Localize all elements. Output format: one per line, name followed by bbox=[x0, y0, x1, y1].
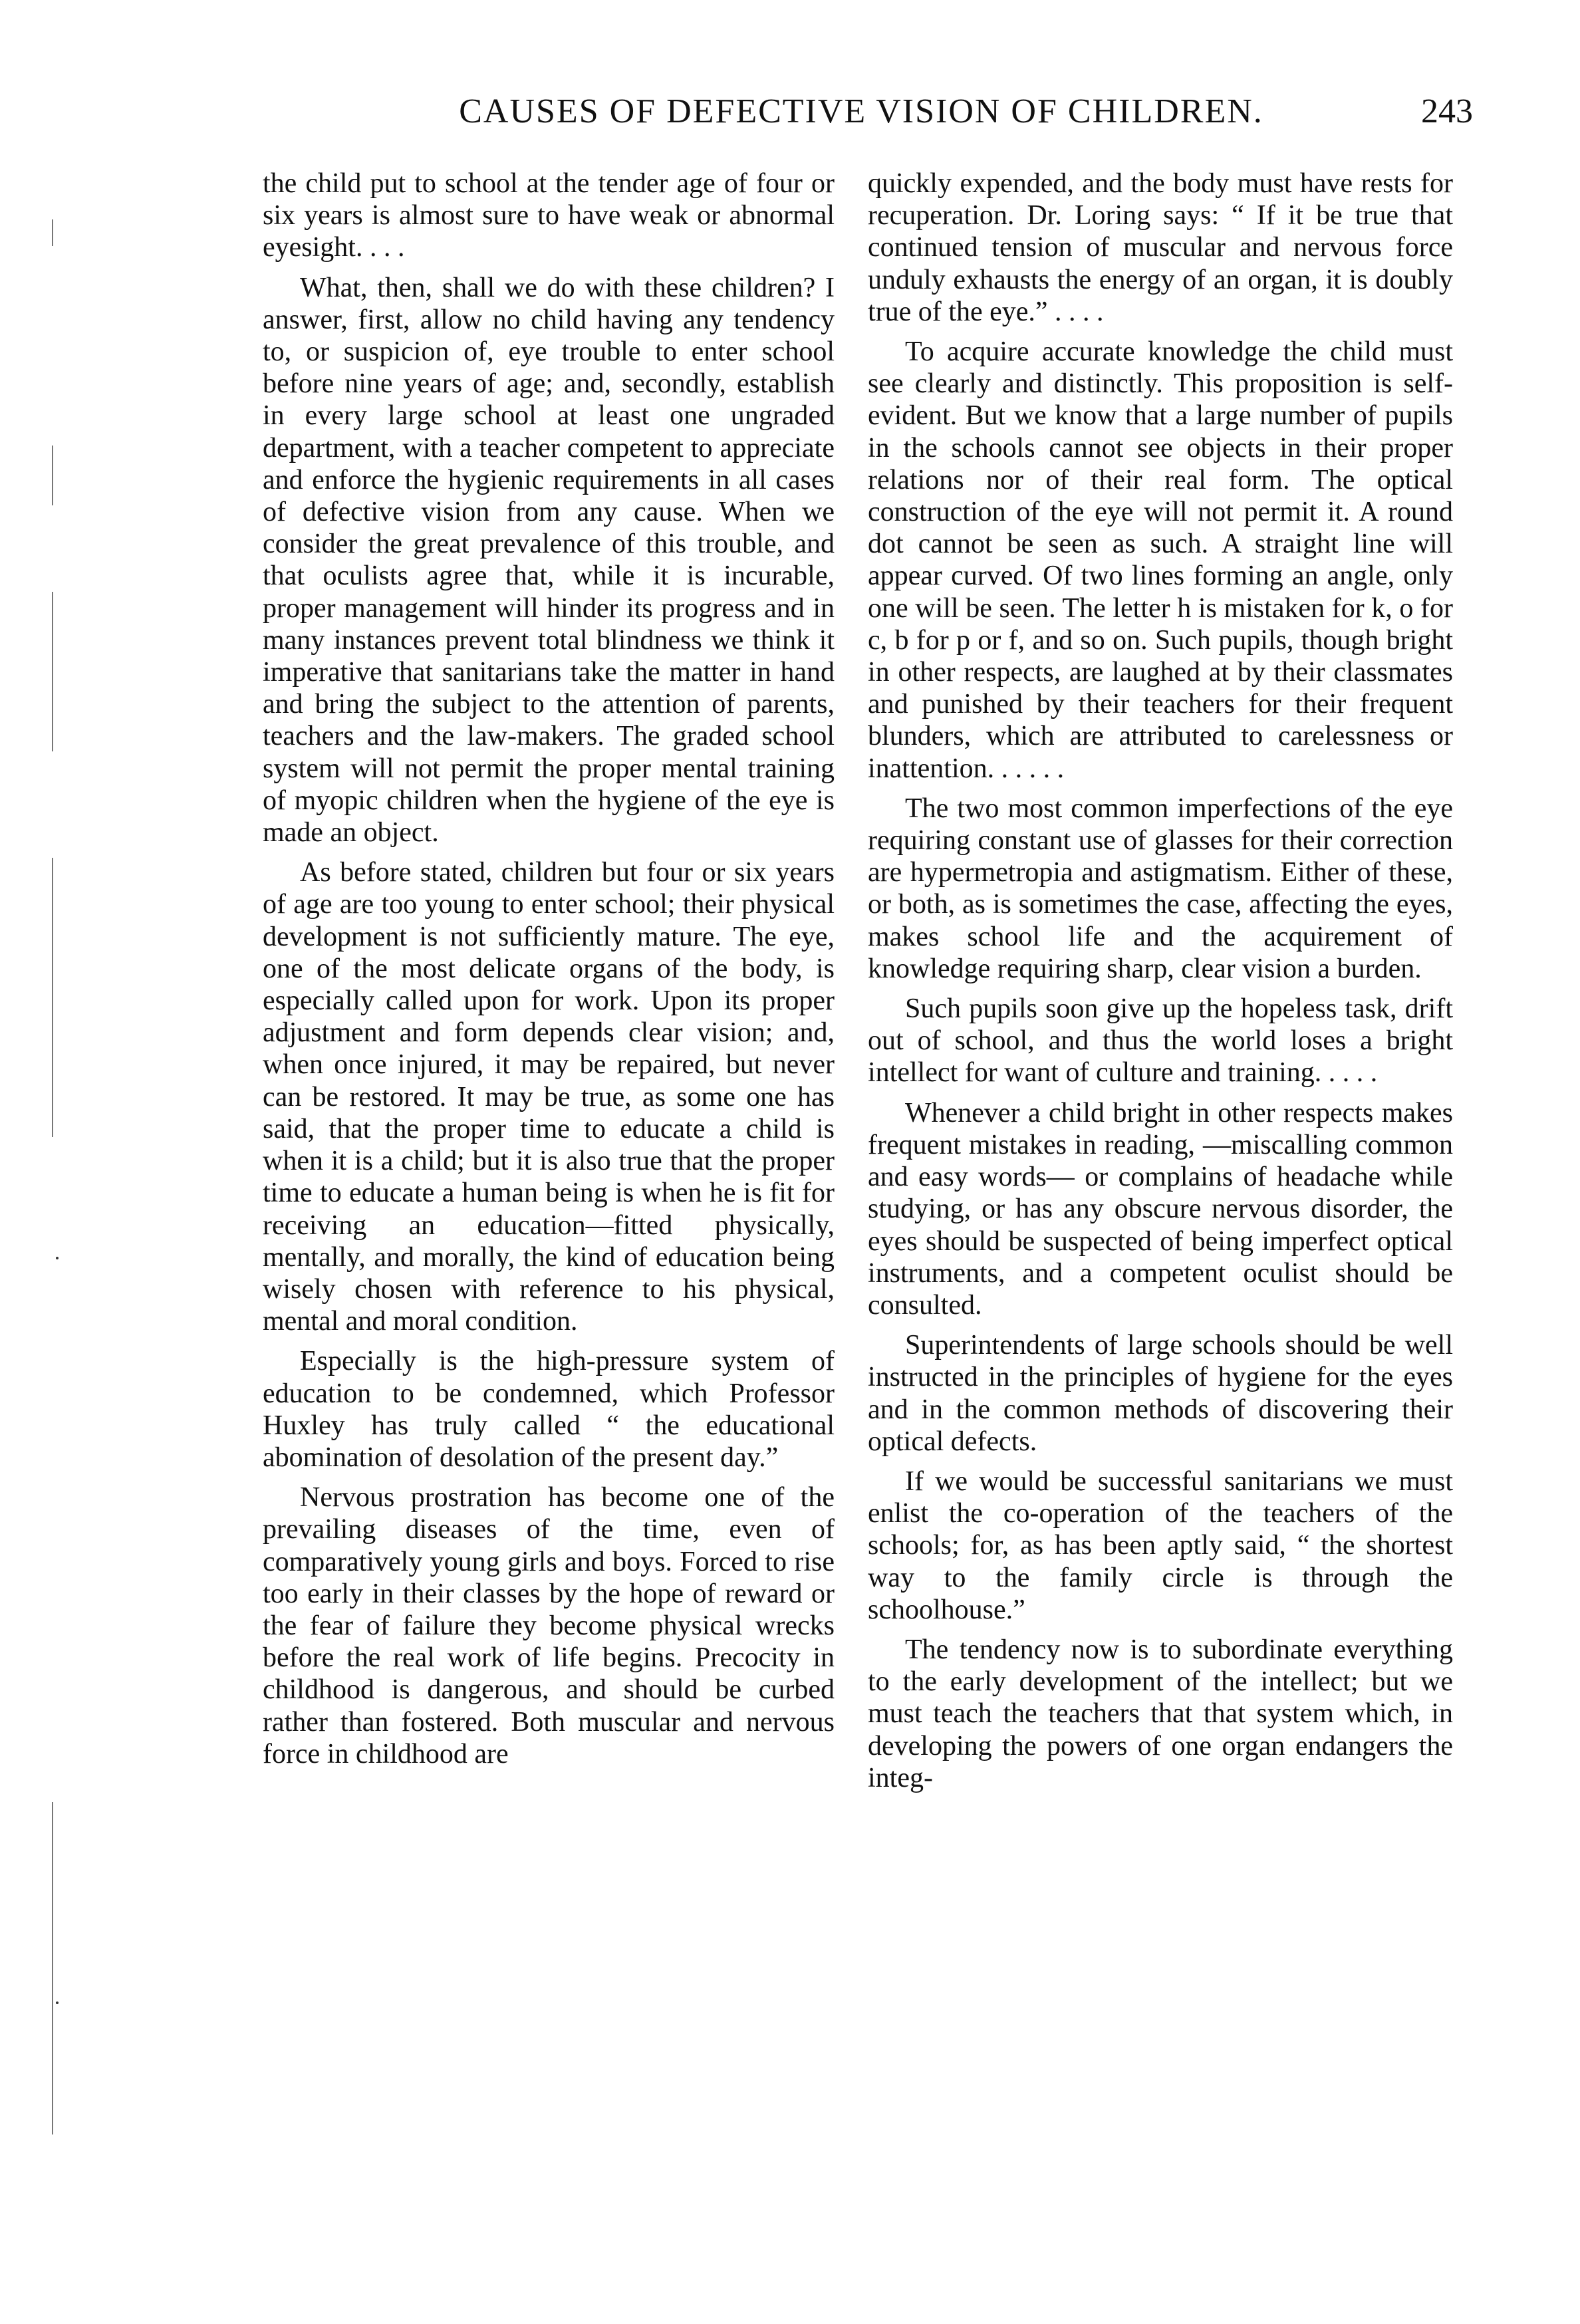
paragraph: The tendency now is to subordinate everything to the early development of the intellect; but we must teach the teachers that that system which, in developing the powers of one organ endangers the integ- bbox=[868, 1634, 1453, 1793]
paragraph: What, then, shall we do with these children? I answer, first, allow no child having any tendency to, or suspicion of, eye trouble to enter school before nine years of age; and, secondly, establish in every large school at least one ungraded department, with a teacher competent to appreciate and enforce the hygienic requirements in all cases of defective vision from any cause. When we consider the great prevalence of this trouble, and that oculists agree that, while it is incurable, proper management will hinder its progress and in many instances prevent total blindness we think it imperative that sanitarians take the matter in hand and bring the subject to the attention of parents, teachers and the law-makers. The graded school system will not permit the proper mental training of myopic children when the hygiene of the eye is made an object. bbox=[263, 272, 835, 848]
paragraph: As before stated, children but four or six years of age are too young to enter school; their physical development is not sufficiently mature. The eye, one of the most delicate organs of the body, is especially called upon for work. Upon its proper adjustment and form depends clear vision; and, when once injured, it may be repaired, but never can be restored. It may be true, as some one has said, that the proper time to educate a child is when it is a child; but it is also true that the proper time to educate a human being is when he is fit for receiving an education—fitted physically, mentally, and morally, the kind of education being wisely chosen with reference to his physical, mental and moral condition. bbox=[263, 857, 835, 1337]
running-title: CAUSES OF DEFECTIVE VISION OF CHILDREN. bbox=[459, 92, 1263, 130]
margin-mark bbox=[52, 858, 53, 1137]
paragraph: Such pupils soon give up the hopeless task, drift out of school, and thus the world loses a bright intellect for want of culture and training. . . . . bbox=[868, 993, 1453, 1089]
right-column bbox=[868, 168, 1453, 2269]
paragraph: quickly expended, and the body must have rests for recuperation. Dr. Loring says: “ If it be true that continued tension of muscular and nervous force unduly exhausts the energy of an organ, it is doubly true of the eye.” . . . . bbox=[868, 168, 1453, 327]
margin-mark bbox=[52, 219, 53, 246]
paragraph: the child put to school at the tender age of four or six years is almost sure to have weak or abnormal eyesight. . . . bbox=[263, 168, 835, 263]
margin-mark bbox=[52, 592, 53, 751]
margin-speck bbox=[56, 1257, 59, 1259]
paragraph: Superintendents of large schools should be well instructed in the principles of hygiene for the eyes and in the common methods of discovering their optical defects. bbox=[868, 1330, 1453, 1457]
margin-speck bbox=[56, 2001, 59, 2004]
margin-mark bbox=[52, 1802, 53, 2134]
page-header bbox=[412, 92, 1473, 138]
margin-mark bbox=[52, 446, 53, 505]
paragraph: Whenever a child bright in other respects makes frequent mistakes in reading, —miscalling common and easy words— or complains of headache while studying, or has any obscure nervous disorder, the eyes should be suspected of being imperfect optical instruments, and a competent oculist should be consulted. bbox=[868, 1097, 1453, 1321]
paragraph: If we would be successful sanitarians we must enlist the co-operation of the teachers of the schools; for, as has been aptly said, “ the shortest way to the family circle is through the schoolhouse.” bbox=[868, 1466, 1453, 1625]
margin-scan-marks bbox=[40, 166, 66, 2294]
page-number: 243 bbox=[1421, 92, 1473, 130]
left-column bbox=[263, 168, 835, 2269]
paragraph: The two most common imperfections of the eye requiring constant use of glasses for their correction are hypermetropia and astigmatism. Either of these, or both, as is sometimes the case, affecting the eyes, makes school life and the acquirement of knowledge requiring sharp, clear vision a burden. bbox=[868, 793, 1453, 984]
paragraph: Nervous prostration has become one of the prevailing diseases of the time, even of comparatively young girls and boys. Forced to rise too early in their classes by the hope of reward or the fear of failure they become physical wrecks before the real work of life begins. Precocity in childhood is dangerous, and should be curbed rather than fostered. Both muscular and nervous force in childhood are bbox=[263, 1482, 835, 1769]
paragraph: Especially is the high-pressure system of education to be condemned, which Professor Huxley has truly called “ the educational abomination of desolation of the present day.” bbox=[263, 1346, 835, 1473]
paragraph: To acquire accurate knowledge the child must see clearly and distinctly. This proposition is self-evident. But we know that a large number of pupils in the schools cannot see objects in their proper relations nor of their real form. The optical construction of the eye will not permit it. A round dot cannot be seen as such. A straight line will appear curved. Of two lines forming an angle, only one will be seen. The letter h is mistaken for k, o for c, b for p or f, and so on. Such pupils, though bright in other respects, are laughed at by their classmates and punished by their teachers for their frequent blunders, which are attributed to carelessness or inattention. . . . . . bbox=[868, 336, 1453, 784]
